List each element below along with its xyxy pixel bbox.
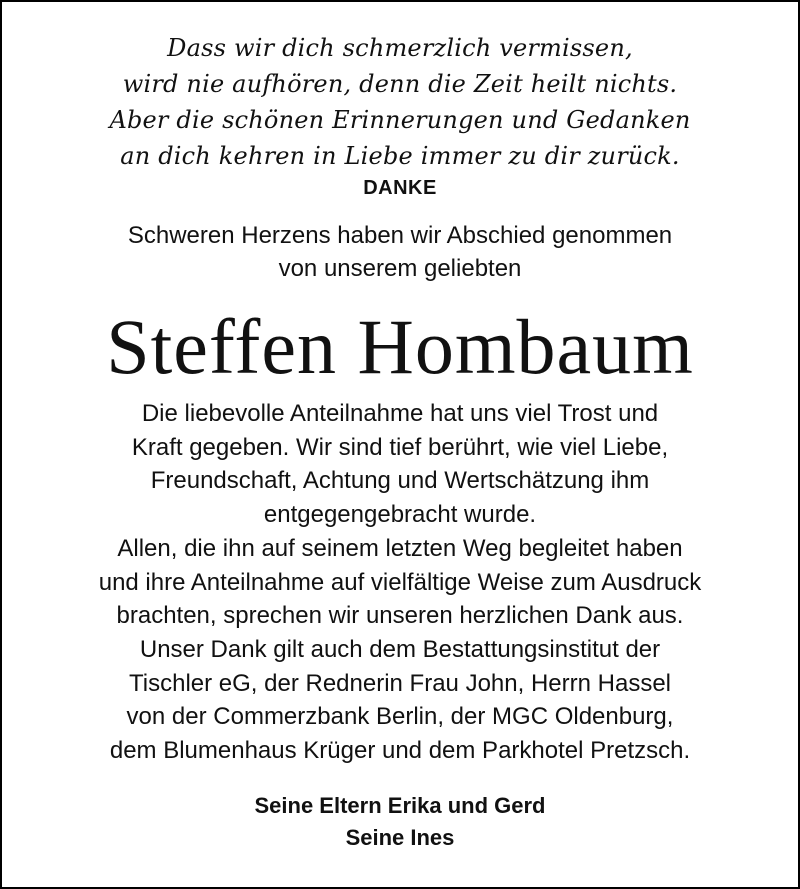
signature-line: Seine Eltern Erika und Gerd (254, 793, 546, 818)
deceased-name: Steffen Hombaum (106, 303, 694, 390)
signature-line: Seine Ines (345, 825, 455, 850)
body-line: Kraft gegeben. Wir sind tief berührt, wie viel Liebe, (131, 433, 669, 461)
body-line: Unser Dank gilt auch dem Bestattungsinstitut der (139, 635, 661, 663)
poem-line: Dass wir dich schmerzlich vermissen, (167, 34, 633, 62)
intro-line: von unserem geliebten (278, 255, 522, 282)
poem-line: an dich kehren in Liebe immer zu dir zurück. (120, 142, 680, 170)
notice-heading: DANKE (363, 177, 437, 199)
body-line: von der Commerzbank Berlin, der MGC Oldenburg, (126, 703, 674, 731)
body-line: Freundschaft, Achtung und Wertschätzung ihm (150, 467, 650, 495)
body-line: entgegengebracht wurde. (263, 501, 537, 529)
intro-text (2, 219, 798, 285)
signature-block (2, 790, 798, 854)
body-line: Allen, die ihn auf seinem letzten Weg begleitet haben (117, 534, 683, 562)
intro-line: Schweren Herzens haben wir Abschied genommen (127, 222, 673, 249)
body-line: dem Blumenhaus Krüger und dem Parkhotel Pretzsch. (109, 737, 691, 765)
body-line: Tischler eG, der Rednerin Frau John, Herrn Hassel (129, 669, 671, 697)
poem-line: wird nie aufhören, denn die Zeit heilt nichts. (122, 70, 678, 98)
poem-line: Aber die schönen Erinnerungen und Gedanken (109, 106, 691, 134)
memorial-poem (2, 30, 798, 174)
body-line: brachten, sprechen wir unseren herzlichen Dank aus. (116, 602, 684, 630)
body-line: Die liebevolle Anteilnahme hat uns viel Trost und (141, 400, 659, 427)
body-line: und ihre Anteilnahme auf vielfältige Weise zum Ausdruck (98, 568, 702, 596)
thanks-text (2, 397, 798, 768)
